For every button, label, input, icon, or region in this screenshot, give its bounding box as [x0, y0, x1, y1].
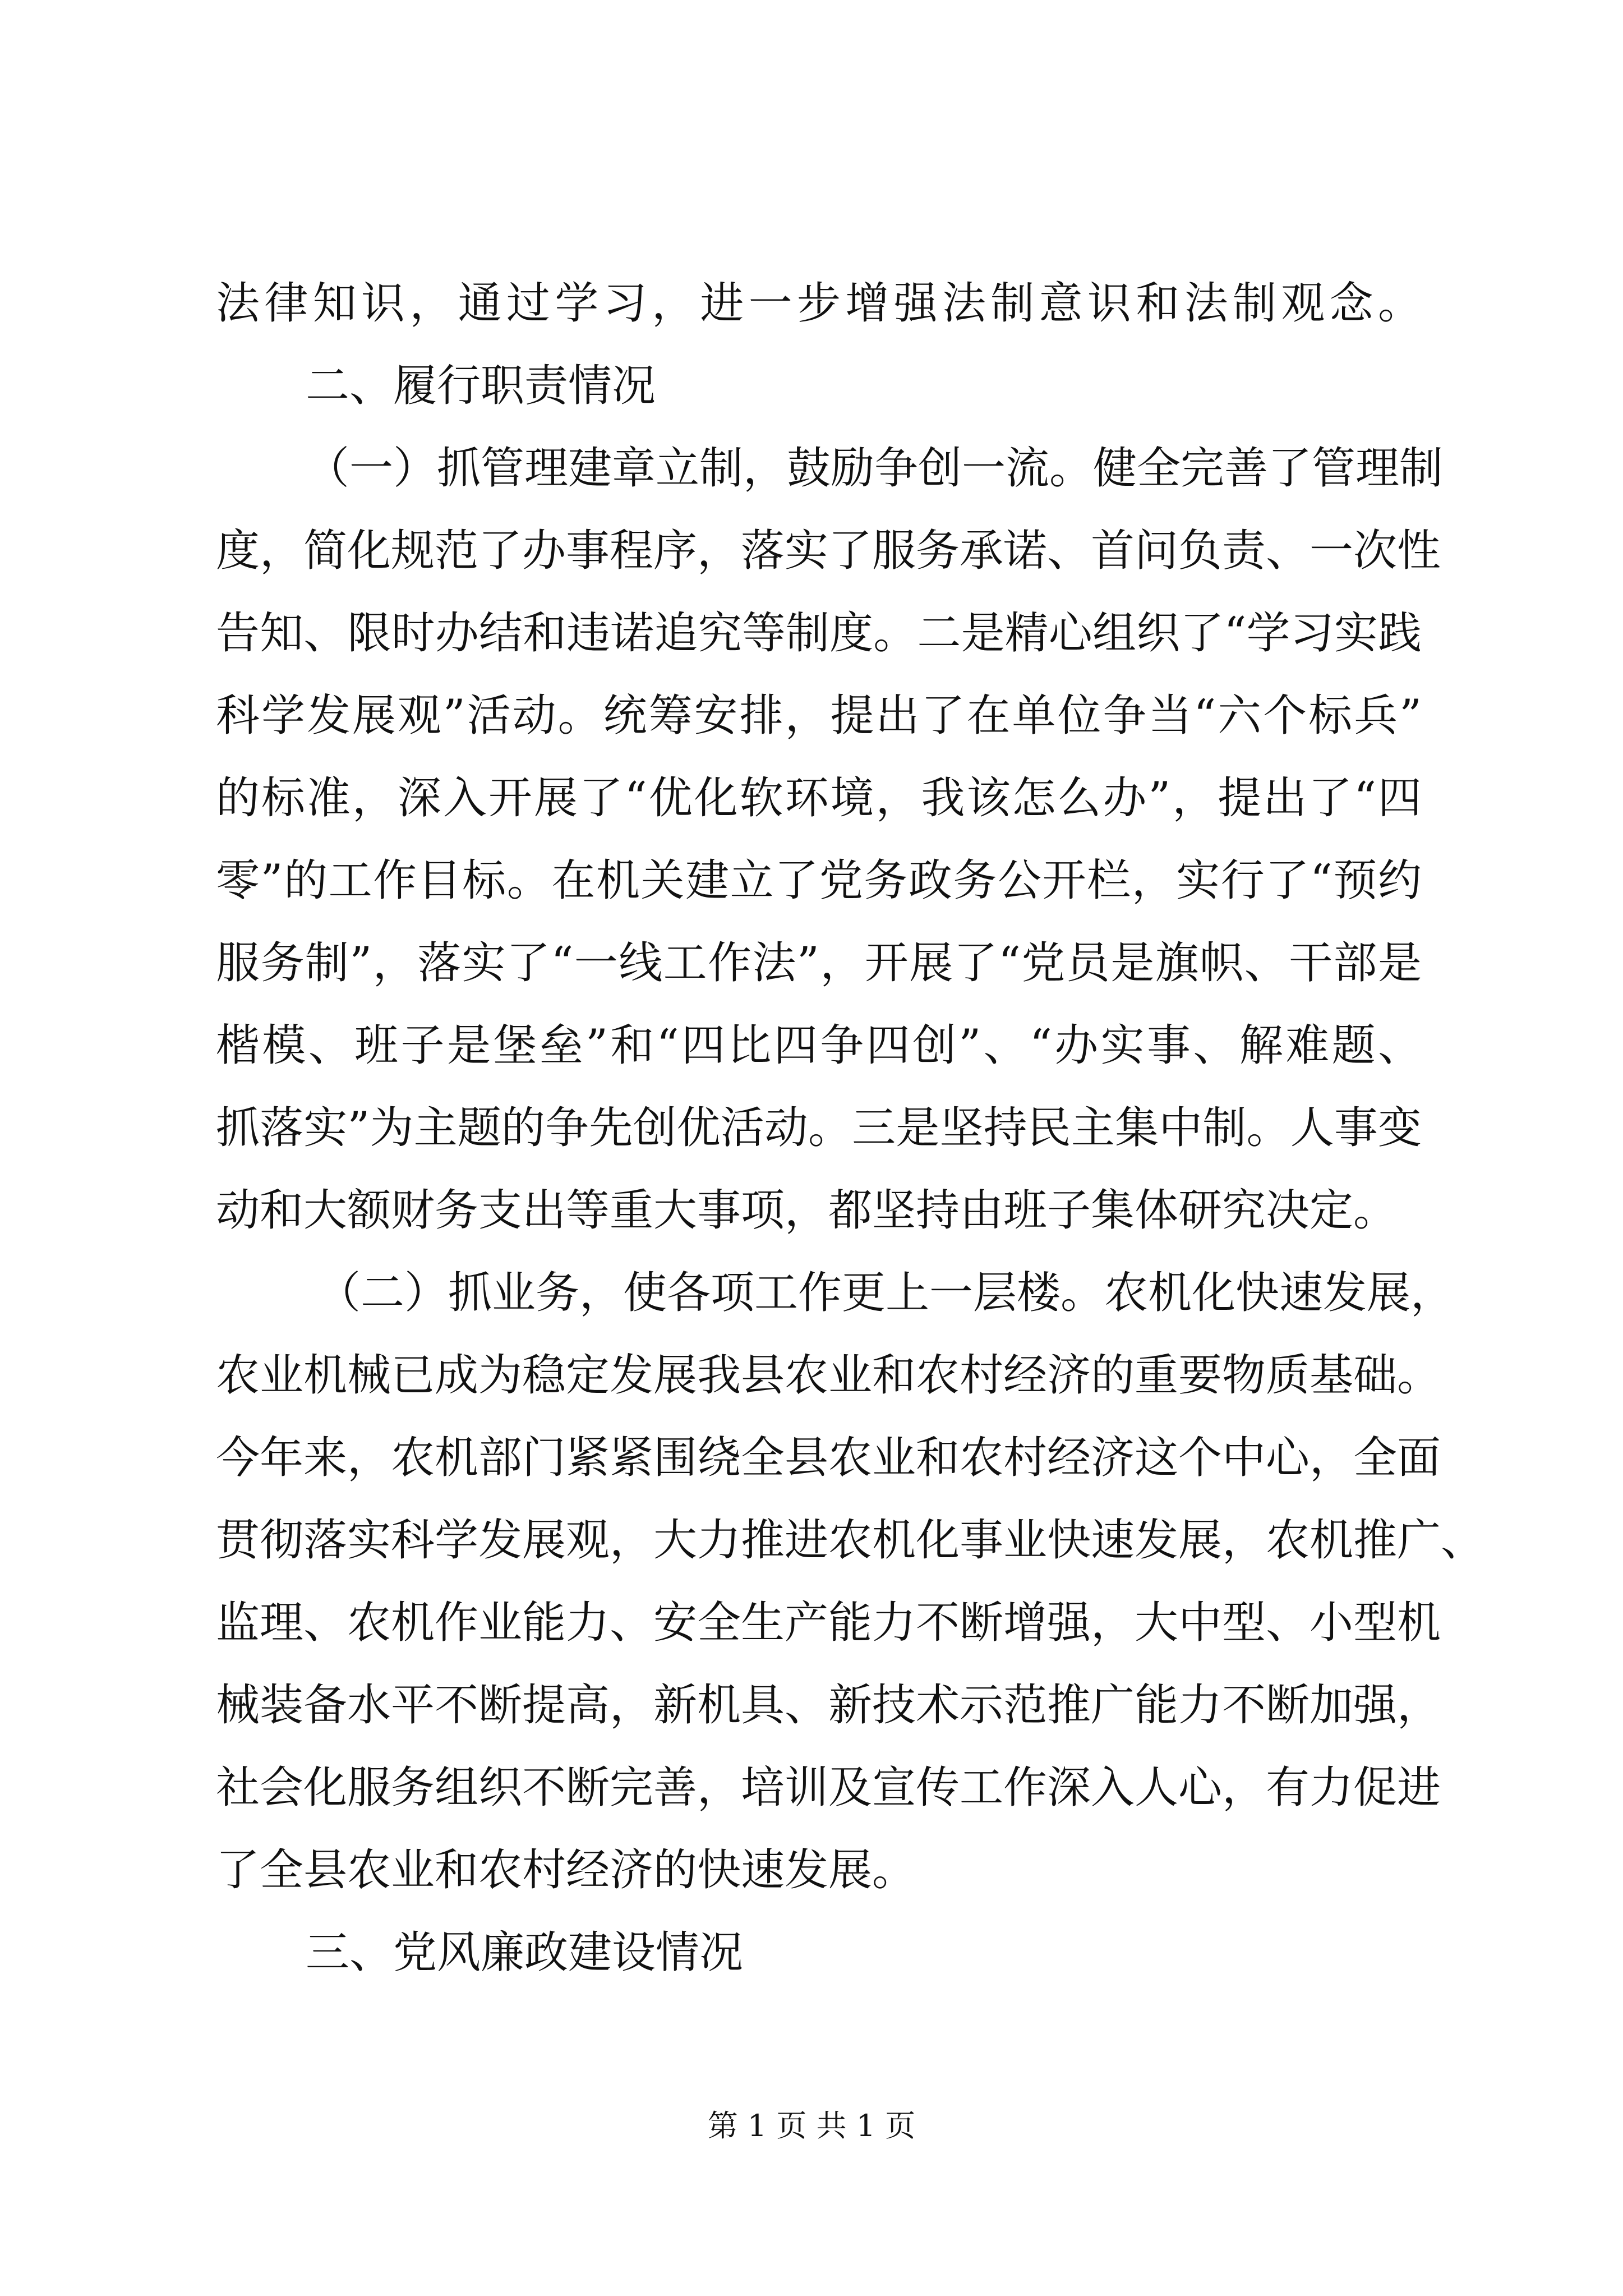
text-line: 零”的工作目标。在机关建立了党务政务公开栏，实行了“预约 [216, 855, 1422, 906]
document-body [216, 263, 1485, 1994]
text-line: 农业机械已成为稳定发展我县农业和农村经济的重要物质基础。 [216, 1350, 1441, 1401]
text-line: 度，简化规范了办事程序，落实了服务承诺、首问负责、一次性 [216, 526, 1441, 576]
text-line: 械装备水平不断提高，新机具、新技术示范推广能力不断加强， [216, 1680, 1441, 1731]
text-line: 今年来，农机部门紧紧围绕全县农业和农村经济这个中心，全面 [216, 1433, 1441, 1483]
text-line: （一）抓管理建章立制，鼓励争创一流。健全完善了管理制 [306, 443, 1444, 494]
text-line: 动和大额财务支出等重大事项，都坚持由班子集体研究决定。 [216, 1185, 1398, 1236]
section-heading-3: 三、党风廉政建设情况 [306, 1927, 744, 1978]
text-line: 监理、农机作业能力、安全生产能力不断增强，大中型、小型机 [216, 1598, 1441, 1648]
text-line: 的标准，深入开展了“优化软环境，我该怎么办”，提出了“四 [216, 773, 1422, 823]
text-line: （二）抓业务，使各项工作更上一层楼。农机化快速发展， [317, 1268, 1455, 1318]
text-line: 科学发展观”活动。统筹安排，提出了在单位争当“六个标兵” [216, 691, 1422, 741]
text-line: 贯彻落实科学发展观，大力推进农机化事业快速发展，农机推广、 [216, 1515, 1485, 1566]
page-footer: 第 1 页 共 1 页 [707, 2108, 916, 2143]
text-line: 法律知识，通过学习，进一步增强法制意识和法制观念。 [216, 278, 1422, 329]
text-line: 告知、限时办结和违诺追究等制度。二是精心组织了“学习实践 [216, 608, 1422, 659]
text-line: 社会化服务组织不断完善，培训及宣传工作深入人心，有力促进 [216, 1763, 1441, 1813]
text-line: 了全县农业和农村经济的快速发展。 [216, 1845, 916, 1895]
text-line: 服务制”，落实了“一线工作法”，开展了“党员是旗帜、干部是 [216, 938, 1422, 988]
text-line: 抓落实”为主题的争先创优活动。三是坚持民主集中制。人事变 [216, 1103, 1422, 1153]
section-heading-2: 二、履行职责情况 [306, 361, 656, 411]
text-line: 楷模、班子是堡垒”和“四比四争四创”、“办实事、解难题、 [216, 1020, 1422, 1071]
